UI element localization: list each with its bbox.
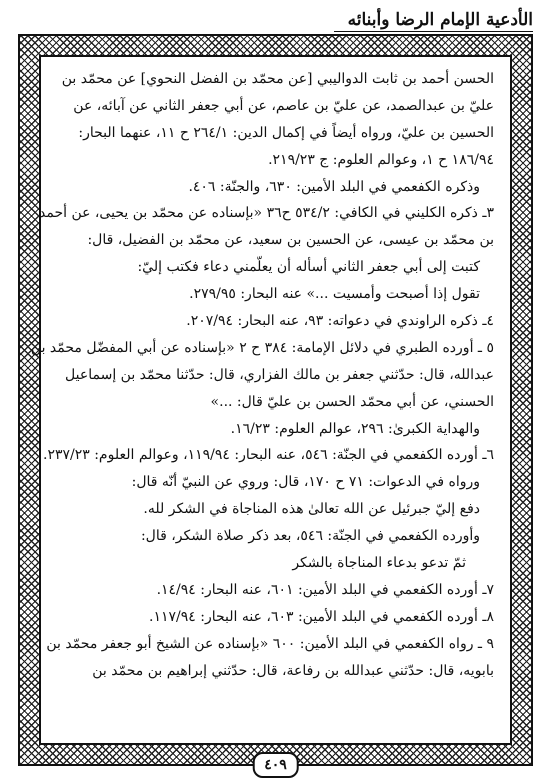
text-line: بن محمّد بن عيسى، عن الحسين بن سعيد، عن محمّد بن الفضيل، قال:: [87, 232, 494, 249]
text-line: الحسني، عن أبي محمّد الحسن بن عليّ قال: ...»: [210, 393, 494, 410]
text-line: عبدالله، قال: حدّثني جعفر بن مالك الفزاري، قال: حدّثنا محمّد بن إسماعيل: [65, 366, 494, 383]
page-number: ٤٠٩: [252, 752, 299, 778]
header-title: الأدعية الإمام الرضا وأبنائه: [334, 10, 533, 32]
text-line: تقول إذا أصبحت وأمسيت ...» عنه البحار: ٢٧٩/٩٥.: [189, 286, 480, 303]
text-line: ٦ـ أورده الكفعمي في الجنّة: ٥٤٦، عنه البحار: ١١٩/٩٤، وعوالم العلوم: ٢٣٧/٢٣.: [42, 447, 494, 464]
text-line: ٥ ـ أورده الطبري في دلائل الإمامة: ٣٨٤ ح ٢ «بإسناده عن أبي المفضّل محمّد بن: [30, 339, 494, 356]
text-panel: [30, 55, 512, 745]
text-line: ٧ـ أورده الكفعمي في البلد الأمين: ٦٠١، عنه البحار: ١٤/٩٤.: [156, 581, 494, 598]
text-line: ٤ـ ذكره الراوندي في دعواته: ٩٣، عنه البحار: ٢٠٧/٩٤.: [186, 313, 494, 330]
text-line: ٣ـ ذكره الكليني في الكافي: ٥٣٤/٢ ح٣٦ «بإسناده عن محمّد بن يحيى، عن أحمد: [39, 205, 494, 222]
text-line: ثمّ تدعو بدعاء المناجاة بالشكر: [292, 555, 466, 572]
text-line: ٨ـ أورده الكفعمي في البلد الأمين: ٦٠٣، عنه البحار: ١١٧/٩٤.: [149, 608, 494, 625]
text-line: الحسن أحمد بن ثابت الدواليبي [عن محمّد بن الفضل النحوي] عن محمّد بن: [61, 71, 494, 87]
text-line: ورواه في الدعوات: ٧١ ح ١٧٠، قال: وروي عن النبيّ أنّه قال:: [131, 474, 480, 491]
text-line: ٩ ـ رواه الكفعمي في البلد الأمين: ٦٠٠ «بإسناده عن الشيخ أبو جعفر محمّد بن: [46, 635, 494, 652]
text-line: وأورده الكفعمي في الجنّة: ٥٤٦، بعد ذكر صلاة الشكر، قال:: [140, 528, 480, 545]
ornamental-border: [18, 34, 533, 773]
text-line: الحسين بن عليّ، ورواه أيضاً في إكمال الدين: ٢٦٤/١ ح ١١، عنهما البحار:: [78, 124, 494, 141]
text-line: ١٨٦/٩٤ ح ١، وعوالم العلوم: ج ٢١٩/٢٣.: [268, 151, 494, 168]
text-line: عليّ بن عبدالصمد، عن عليّ بن عاصم، عن أبي جعفر الثاني عن آبائه، عن: [73, 97, 494, 114]
footnotes-body: [30, 66, 494, 733]
text-line: بابويه، قال: حدّثني عبدالله بن رفاعة، قال: حدّثني إبراهيم بن محمّد بن: [92, 662, 494, 679]
text-line: والهداية الكبرىٰ: ٢٩٦، عوالم العلوم: ١٦/٢٣.: [230, 420, 480, 437]
text-line: وذكره الكفعمي في البلد الأمين: ٦٣٠، والجنّة: ٤٠٦.: [188, 178, 480, 195]
text-line: دفع إليّ جبرئيل عن الله تعالىٰ هذه المناجاة في الشكر لله.: [143, 501, 480, 518]
text-line: كتبت إلى أبي جعفر الثاني أسأله أن يعلّمني دعاء فكتب إليّ:: [137, 259, 480, 276]
running-header: [18, 10, 533, 32]
